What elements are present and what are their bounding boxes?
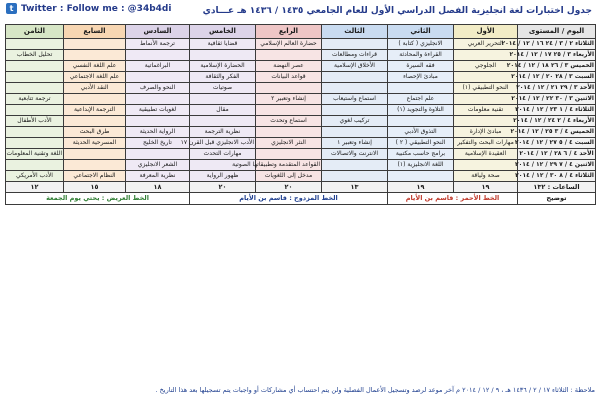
course-cell: الأدب الانجليزي قبل القرن ١٧: [190, 138, 256, 149]
course-cell: النحو التطبيقي (١): [454, 83, 518, 94]
course-cell: تركيب لغوي: [322, 116, 388, 127]
course-cell: [64, 160, 126, 171]
day-date-cell: الأربعاء ٤ / ٢ ٢٤ / ١٢ / ٢٠١٤: [518, 116, 596, 127]
course-cell: [6, 72, 64, 83]
course-cell: اللغة وتقنية المعلومات: [6, 149, 64, 160]
course-cell: [64, 149, 126, 160]
schedule-row: [6, 138, 596, 149]
legend-row: [6, 193, 596, 205]
course-cell: العقيدة الإسلامية: [454, 149, 518, 160]
column-header-day: اليوم / المستوى: [518, 25, 596, 39]
course-cell: [64, 39, 126, 50]
course-cell: [256, 149, 322, 160]
day-date-cell: السبت ٤ / ٥ ٢٧ / ١٢ / ٢٠١٤: [518, 138, 596, 149]
course-cell: الشعر الانجليزي: [126, 160, 190, 171]
course-cell: [454, 116, 518, 127]
course-cell: فقه السيرة: [388, 61, 454, 72]
course-cell: مهارات البحث والتفكير: [454, 138, 518, 149]
course-cell: علم اللغة الاجتماعي: [64, 72, 126, 83]
course-cell: [64, 50, 126, 61]
schedule-row: [6, 72, 596, 83]
day-date-cell: الخميس ٤ / ٣ ٢٥ / ١٢ / ٢٠١٤: [518, 127, 596, 138]
course-cell: [190, 94, 256, 105]
course-cell: [454, 72, 518, 83]
course-cell: الفكر والثقافة: [190, 72, 256, 83]
course-cell: التذوق الأدبي: [388, 127, 454, 138]
course-cell: النقد الأدبي: [64, 83, 126, 94]
course-cell: مهارات التحدث: [190, 149, 256, 160]
legend-label: توضيح: [518, 193, 596, 205]
schedule-row: [6, 160, 596, 171]
column-header-level-5: الخامس: [190, 25, 256, 39]
course-cell: [388, 171, 454, 182]
day-date-cell: الأربعاء ٣ / ٢٥ ١٧ / ١٢ / ٢٠١٤: [518, 50, 596, 61]
day-date-cell: الثلاثاء ٤ / ٨ ٣٠ / ١٢ / ٢٠١٤: [518, 171, 596, 182]
course-cell: [6, 138, 64, 149]
course-cell: [6, 160, 64, 171]
course-cell: [322, 83, 388, 94]
course-cell: [256, 50, 322, 61]
course-cell: النحو والصرف: [126, 83, 190, 94]
course-cell: [322, 171, 388, 182]
course-cell: الأخلاق الإسلامية: [322, 61, 388, 72]
course-cell: [126, 50, 190, 61]
course-cell: التلاوة والتجويد (١): [388, 105, 454, 116]
schedule-row: [6, 116, 596, 127]
course-cell: الأدب الأمريكي: [6, 171, 64, 182]
course-cell: طرق البحث: [64, 127, 126, 138]
course-cell: قواعد البيانات: [256, 72, 322, 83]
course-cell: اللغة الانجليزية (١): [388, 160, 454, 171]
course-cell: القواعد المتقدمة وتطبيقاتها الصوتية: [256, 160, 322, 171]
course-cell: الجلوجي: [454, 61, 518, 72]
twitter-icon: t: [6, 3, 17, 14]
twitter-handle[interactable]: [6, 3, 171, 14]
column-header-level-3: الثالث: [322, 25, 388, 39]
course-cell: [126, 149, 190, 160]
total-cell: ١٩: [388, 182, 454, 193]
course-cell: [322, 72, 388, 83]
column-header-level-8: الثامن: [6, 25, 64, 39]
schedule-row: [6, 39, 596, 50]
course-cell: [256, 105, 322, 116]
total-cell: ١٩: [454, 182, 518, 193]
schedule-table: [5, 24, 596, 205]
course-cell: تاريخ الخليج: [126, 138, 190, 149]
schedule-row: [6, 171, 596, 182]
course-cell: الحضارة الإسلامية: [190, 61, 256, 72]
course-cell: [190, 116, 256, 127]
course-cell: البراغماتية: [126, 61, 190, 72]
course-cell: ظهور الرواية: [190, 171, 256, 182]
course-cell: [126, 72, 190, 83]
course-cell: الانترنت والاتصالات: [322, 149, 388, 160]
course-cell: النثر الانجليزي: [256, 138, 322, 149]
course-cell: استماع وتحدث: [256, 116, 322, 127]
day-date-cell: الخميس ٣ / ٢٦ ١٨ / ١٢ / ٢٠١٤: [518, 61, 596, 72]
total-cell: ١٢: [6, 182, 64, 193]
course-cell: [6, 61, 64, 72]
course-cell: نظرية المعرفة: [126, 171, 190, 182]
course-cell: مقال: [190, 105, 256, 116]
course-cell: ترجمة الأنماط: [126, 39, 190, 50]
day-date-cell: الثلاثاء ٤ / ١ ٢٣ / ١٢ / ٢٠١٤: [518, 105, 596, 116]
total-cell: ١٣: [322, 182, 388, 193]
course-cell: [322, 160, 388, 171]
course-cell: قضايا ثقافية: [190, 39, 256, 50]
course-cell: ترجمة تتابعية: [6, 94, 64, 105]
course-cell: [64, 94, 126, 105]
schedule-body: [6, 39, 596, 182]
schedule-row: [6, 149, 596, 160]
day-date-cell: الاثنين ٣ / ٣٠ ٢٢ / ١٢ / ٢٠١٤: [518, 94, 596, 105]
course-cell: [322, 39, 388, 50]
course-cell: التحرير العربي: [454, 39, 518, 50]
course-cell: [388, 116, 454, 127]
course-cell: تحليل الخطاب: [6, 50, 64, 61]
total-cell: ٢٠: [256, 182, 322, 193]
course-cell: [126, 116, 190, 127]
legend-red-line: الخط الأحمر : قاسم بن الأيام: [388, 193, 518, 205]
header: [0, 0, 600, 22]
schedule-row: [6, 50, 596, 61]
course-cell: [64, 116, 126, 127]
course-cell: لغويات تطبيقية: [126, 105, 190, 116]
schedule-row: [6, 83, 596, 94]
schedule-row: [6, 127, 596, 138]
course-cell: [256, 83, 322, 94]
course-cell: حضارة العالم الإسلامي: [256, 39, 322, 50]
page-title: جدول اختبارات لغة انجليزية الفصل الدراسي الأول للعام الجامعي ١٤٣٥ / ١٤٣٦ هـ عـــادي: [202, 6, 592, 16]
course-cell: النظام الاجتماعي: [64, 171, 126, 182]
column-header-level-4: الرابع: [256, 25, 322, 39]
column-header-row: [6, 25, 596, 39]
course-cell: صحة ولياقة: [454, 171, 518, 182]
schedule-row: [6, 94, 596, 105]
total-cell: ٢٠: [190, 182, 256, 193]
course-cell: علم اجتماع: [388, 94, 454, 105]
course-cell: [388, 83, 454, 94]
course-cell: [454, 160, 518, 171]
column-header-level-2: الثاني: [388, 25, 454, 39]
total-cell: ١٨: [126, 182, 190, 193]
course-cell: مبادئ الإدارة: [454, 127, 518, 138]
course-cell: مدخل إلى اللغويات: [256, 171, 322, 182]
course-cell: إنشاء وتعبير ٢: [256, 94, 322, 105]
day-date-cell: الثلاثاء ٢ / ٣ / ٢٤ ١٦ / ١٢ / ٢٠١٤: [518, 39, 596, 50]
schedule-row: [6, 105, 596, 116]
column-header-level-7: السابع: [64, 25, 126, 39]
course-cell: نظرية الترجمة: [190, 127, 256, 138]
course-cell: برامج حاسب مكتبية: [388, 149, 454, 160]
course-cell: [6, 39, 64, 50]
course-cell: [190, 50, 256, 61]
day-date-cell: الاثنين ٤ / ٧ ٢٩ / ١٢ / ٢٠١٤: [518, 160, 596, 171]
total-cell: ١٥: [64, 182, 126, 193]
course-cell: إنشاء وتعبير ١: [322, 138, 388, 149]
course-cell: الأدب الأطفال: [6, 116, 64, 127]
day-date-cell: الأحد ٣ / ٢٩ ٢١ / ١٢ / ٢٠١٤: [518, 83, 596, 94]
course-cell: عصر النهضة: [256, 61, 322, 72]
course-cell: الترجمة الإبداعية: [64, 105, 126, 116]
legend-blue-line: الخط المزدوج : قاسم بن الأيام: [190, 193, 388, 205]
course-cell: الانجليزي ( كتابة ): [388, 39, 454, 50]
course-cell: المسرحية الحديثة: [64, 138, 126, 149]
course-cell: قراءات ومطالعات: [322, 50, 388, 61]
day-date-cell: الأحد ٤ / ٦ ٢٨ / ١٢ / ٢٠١٤: [518, 149, 596, 160]
course-cell: مبادئ الإحصاء: [388, 72, 454, 83]
course-cell: النحو التطبيقي ( ٢ ): [388, 138, 454, 149]
course-cell: [6, 127, 64, 138]
twitter-text: Twitter : Follow me : @34b4di: [21, 3, 172, 14]
course-cell: القراءة والمحادثة: [388, 50, 454, 61]
column-header-level-6: السادس: [126, 25, 190, 39]
course-cell: [126, 94, 190, 105]
course-cell: استماع واستيعاب: [322, 94, 388, 105]
course-cell: [454, 94, 518, 105]
legend-green-line: الخط العريض : يحتي يوم الجمعة: [6, 193, 190, 205]
course-cell: تقنية معلومات: [454, 105, 518, 116]
totals-label: الساعات : ١٣٢: [518, 182, 596, 193]
course-cell: [322, 105, 388, 116]
totals-row: [6, 182, 596, 193]
course-cell: الرواية الحديثة: [126, 127, 190, 138]
course-cell: [454, 50, 518, 61]
course-cell: [322, 127, 388, 138]
course-cell: صوتيات: [190, 83, 256, 94]
day-date-cell: السبت ٣ / ٢٨ ٢٠ / ١٢ / ٢٠١٤: [518, 72, 596, 83]
course-cell: علم اللغة النفسي: [64, 61, 126, 72]
footnote: ملاحظة : الثلاثاء ١٧ / ٢ / ١٤٣٦ هـ ، ٩ / ١٢ / ٢٠١٤ م آخر موعد لرصد وتسجيل الأعمال الفصلية ولن يتم احتساب أي مشاركات أو واجبات يتم تسجيلها بعد هذا التاريخ .: [155, 386, 595, 394]
course-cell: [256, 127, 322, 138]
course-cell: [6, 83, 64, 94]
course-cell: [6, 105, 64, 116]
column-header-level-1: الأول: [454, 25, 518, 39]
schedule-row: [6, 61, 596, 72]
